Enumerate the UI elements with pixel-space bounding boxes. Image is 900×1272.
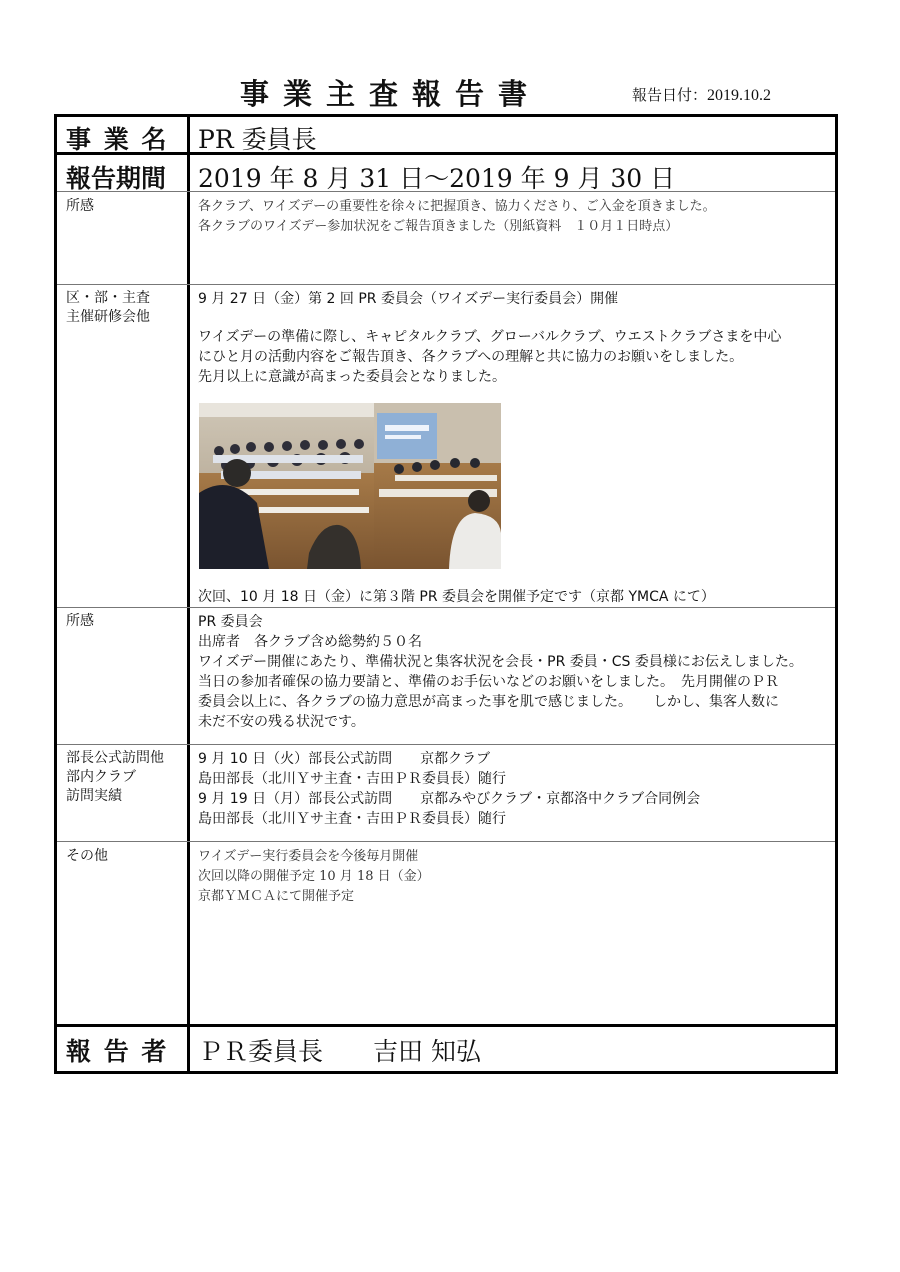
meeting-body-line: 先月以上に意識が高まった委員会となりました。 <box>198 369 506 385</box>
other-label: その他 <box>66 848 108 864</box>
district-events-label-line: 区・部・主査 <box>66 290 150 306</box>
impressions-2-line: PR 委員会 <box>198 614 263 630</box>
district-events-label <box>66 289 150 327</box>
other-text <box>198 847 834 907</box>
official-visits-label-line: 部長公式訪問他 <box>66 750 164 766</box>
official-visits-text <box>198 749 834 829</box>
reporter-value: ＰＲ委員長 吉田 知弘 <box>198 1037 481 1066</box>
impressions-2-line: ワイズデー開催にあたり、準備状況と集客状況を会長・PR 委員・CS 委員様にお伝えしました。 <box>198 654 803 670</box>
report-table <box>54 114 838 1074</box>
report-date-value: 2019.10.2 <box>707 87 772 104</box>
district-events-label-line: 主催研修会他 <box>66 309 150 325</box>
official-visits-label-line: 訪問実績 <box>66 788 122 804</box>
row-divider <box>57 1024 835 1027</box>
meeting-heading: 9 月 27 日（金）第 2 回 PR 委員会（ワイズデー実行委員会）開催 <box>198 291 619 307</box>
row-divider <box>57 744 835 745</box>
impressions-2-line: 委員会以上に、各クラブの協力意思が高まった事を肌で感じました。 しかし、集客人数に <box>198 694 779 710</box>
impressions-text <box>198 197 834 237</box>
other-line: ワイズデー実行委員会を今後毎月開催 <box>198 849 419 864</box>
impressions-label: 所感 <box>66 198 94 214</box>
business-name-value: PR 委員長 <box>198 125 317 154</box>
official-visits-label <box>66 749 164 806</box>
report-period-label: 報告期間 <box>66 164 167 193</box>
meeting-photo <box>199 403 501 569</box>
next-meeting-text: 次回、10 月 18 日（金）に第３階 PR 委員会を開催予定です（京都 YMCA にて） <box>198 589 715 605</box>
row-divider <box>57 284 835 285</box>
official-visits-line: 島田部長（北川Ｙサ主査・吉田ＰＲ委員長）随行 <box>198 771 506 787</box>
district-events-text <box>198 289 834 387</box>
other-line: 京都ＹＭＣＡにて開催予定 <box>198 889 355 904</box>
report-date-label: 報告日付： <box>632 86 708 104</box>
meeting-body-line: ワイズデーの準備に際し、キャピタルクラブ、グローバルクラブ、ウエストクラブさまを中心 <box>198 329 782 345</box>
official-visits-line: 9 月 10 日（火）部長公式訪問 京都クラブ <box>198 751 491 767</box>
report-date <box>632 84 771 105</box>
impressions-2-line: 未だ不安の残る状況です。 <box>198 714 365 730</box>
impressions-2-text <box>198 612 834 732</box>
impressions-2-line: 出席者 各クラブ含め総勢約５０名 <box>198 634 422 650</box>
impressions-line: 各クラブのワイズデー参加状況をご報告頂きました（別紙資料 １０月１日時点） <box>198 219 679 234</box>
report-period-value: 2019 年 8 月 31 日～2019 年 9 月 30 日 <box>198 164 676 193</box>
official-visits-label-line: 部内クラブ <box>66 769 136 785</box>
impressions-2-label: 所感 <box>66 613 94 629</box>
business-name-label: 事 業 名 <box>66 125 169 154</box>
row-divider <box>57 841 835 842</box>
next-meeting-note <box>198 587 834 607</box>
meeting-body-line: にひと月の活動内容をご報告頂き、各クラブへの理解と共に協力のお願いをしました。 <box>198 349 744 365</box>
other-line: 次回以降の開催予定 10 月 18 日（金） <box>198 869 430 884</box>
official-visits-line: 9 月 19 日（月）部長公式訪問 京都みやびクラブ・京都洛中クラブ合同例会 <box>198 791 701 807</box>
document-title: 事業主査報告書 <box>240 77 542 111</box>
column-divider <box>187 117 190 1071</box>
row-divider <box>57 152 835 155</box>
reporter-label: 報 告 者 <box>66 1037 169 1066</box>
row-divider <box>57 607 835 608</box>
impressions-line: 各クラブ、ワイズデーの重要性を徐々に把握頂き、協力くださり、ご入金を頂きました。 <box>198 199 716 214</box>
official-visits-line: 島田部長（北川Ｙサ主査・吉田ＰＲ委員長）随行 <box>198 811 506 827</box>
impressions-2-line: 当日の参加者確保の協力要請と、準備のお手伝いなどのお願いをしました。 先月開催のＰＲ <box>198 674 779 690</box>
